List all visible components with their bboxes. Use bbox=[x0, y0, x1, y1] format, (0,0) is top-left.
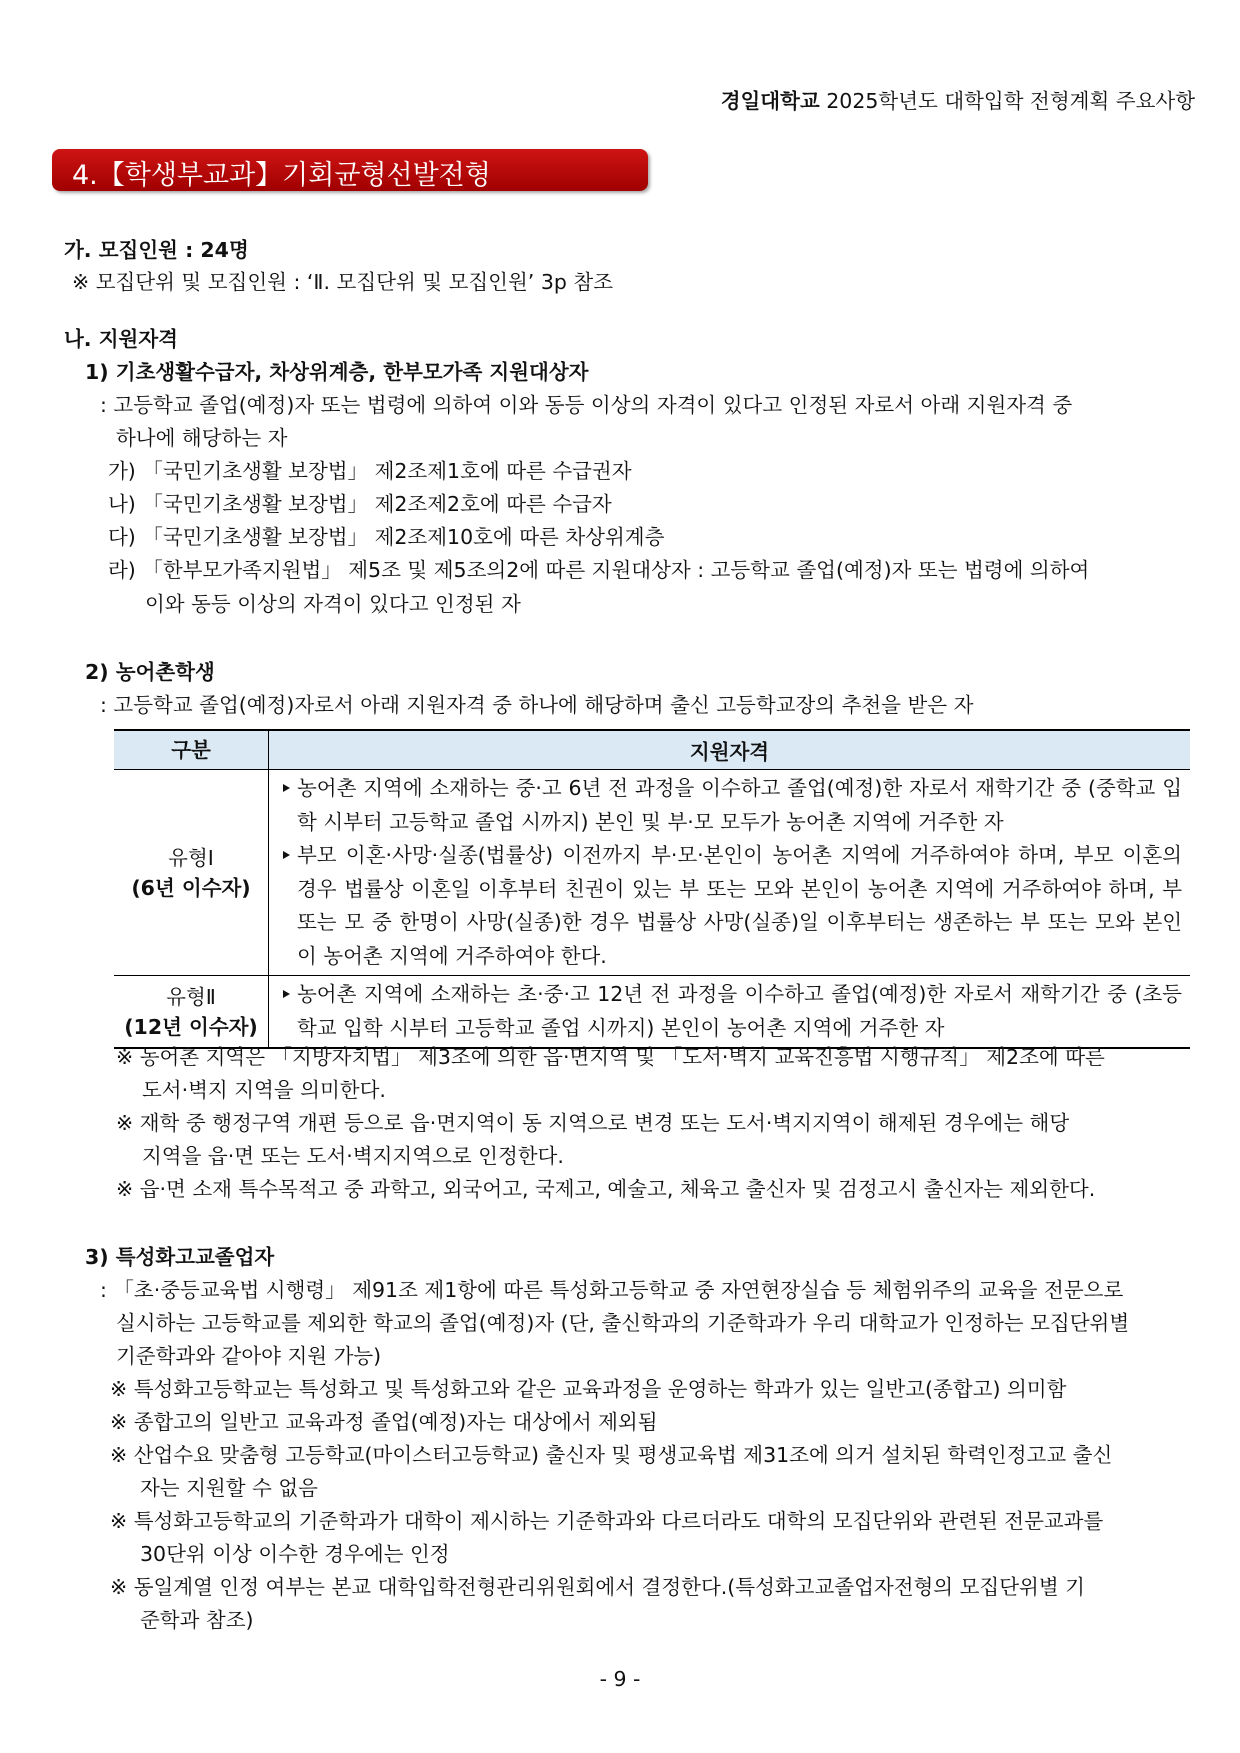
eligibility-table bbox=[114, 729, 1190, 1049]
table-cell-type bbox=[114, 770, 269, 976]
type-label: 유형Ⅰ bbox=[168, 845, 214, 870]
sub3-intro-line1: : 「초·중등교육법 시행령」 제91조 제1항에 따른 특성화고등학교 중 자연현장실습 등 체험위주의 교육을 전문으로 bbox=[100, 1278, 1124, 1302]
sub1-item-ra: 라) 「한부모가족지원법」 제5조 및 제5조의2에 따른 지원대상자 : 고등학교 졸업(예정)자 또는 법령에 의하여 bbox=[108, 558, 1090, 582]
section-ga-note: ※ 모집단위 및 모집인원 : ‘Ⅱ. 모집단위 및 모집인원’ 3p 참조 bbox=[72, 270, 614, 294]
sub1-item-ga: 가) 「국민기초생활 보장법」 제2조제1호에 따른 수급권자 bbox=[108, 459, 632, 483]
document-header bbox=[721, 84, 1195, 114]
sub3-intro-line3: 기준학과와 같아야 지원 가능) bbox=[116, 1344, 382, 1368]
sub2-note-1: ※ 농어촌 지역은 「지방자치법」 제3조에 의한 읍·면지역 및 「도서·벽지 교육진흥법 시행규칙」 제2조에 따른 bbox=[116, 1045, 1105, 1069]
sub3-note-3-continued: 자는 지원할 수 없음 bbox=[140, 1476, 318, 1500]
table-header-eligibility: 지원자격 bbox=[269, 730, 1191, 770]
table-cell-eligibility bbox=[269, 976, 1191, 1049]
sub2-intro: : 고등학교 졸업(예정)자로서 아래 지원자격 중 하나에 해당하며 출신 고등학교장의 추천을 받은 자 bbox=[100, 693, 974, 717]
table-header-category: 구분 bbox=[114, 730, 269, 770]
eligibility-bullet: 농어촌 지역에 소재하는 중·고 6년 전 과정을 이수하고 졸업(예정)한 자로서 재학기간 중 (중학교 입학 시부터 고등학교 졸업 시까지) 본인 및 부·모 모두가 농어촌 지역에 거주한 자 bbox=[283, 772, 1182, 839]
eligibility-bullet: 부모 이혼·사망·실종(법률상) 이전까지 부·모·본인이 농어촌 지역에 거주하여야 하며, 부모 이혼의 경우 법률상 이혼일 이후부터 친권이 있는 부 또는 모와 본인이 농어촌 지역에 거주하여야 하며, 부 또는 모 중 한명이 사망(실종)한 경우 법률상 사망(실종)일 이후부터는 생존하는 부 또는 모와 본인이 농어촌 지역에 거주하여야 한다. bbox=[283, 839, 1182, 973]
sub2-note-2-continued: 지역을 읍·면 또는 도서·벽지지역으로 인정한다. bbox=[142, 1144, 564, 1168]
sub2-note-2: ※ 재학 중 행정구역 개편 등으로 읍·면지역이 동 지역으로 변경 또는 도서·벽지지역이 해제된 경우에는 해당 bbox=[116, 1111, 1070, 1135]
sub2-note-3: ※ 읍·면 소재 특수목적고 중 과학고, 외국어고, 국제고, 예술고, 체육고 출신자 및 검정고시 출신자는 제외한다. bbox=[116, 1177, 1096, 1201]
sub3-note-2: ※ 종합고의 일반고 교육과정 졸업(예정)자는 대상에서 제외됨 bbox=[110, 1410, 658, 1434]
table-row bbox=[114, 976, 1190, 1049]
page-number: - 9 - bbox=[599, 1667, 641, 1691]
sub1-item-da: 다) 「국민기초생활 보장법」 제2조제10호에 따른 차상위계층 bbox=[108, 525, 665, 549]
type-sublabel: (12년 이수자) bbox=[124, 1014, 258, 1039]
section-banner bbox=[52, 149, 648, 191]
sub3-title: 3) 특성화고교졸업자 bbox=[85, 1245, 275, 1269]
type-label: 유형Ⅱ bbox=[166, 984, 216, 1009]
sub1-title: 1) 기초생활수급자, 차상위계층, 한부모가족 지원대상자 bbox=[85, 360, 589, 384]
sub3-note-5-continued: 준학과 참조) bbox=[140, 1608, 254, 1632]
sub2-note-1-continued: 도서·벽지 지역을 의미한다. bbox=[142, 1078, 386, 1102]
sub1-item-ra-continued: 이와 동등 이상의 자격이 있다고 인정된 자 bbox=[145, 592, 521, 616]
sub3-note-5: ※ 동일계열 인정 여부는 본교 대학입학전형관리위원회에서 결정한다.(특성화고교졸업자전형의 모집단위별 기 bbox=[110, 1575, 1085, 1599]
header-subtitle: 2025학년도 대학입학 전형계획 주요사항 bbox=[819, 89, 1195, 113]
sub3-intro-line2: 실시하는 고등학교를 제외한 학교의 졸업(예정)자 (단, 출신학과의 기준학과가 우리 대학교가 인정하는 모집단위별 bbox=[116, 1311, 1130, 1335]
sub1-intro-line1: : 고등학교 졸업(예정)자 또는 법령에 의하여 이와 동등 이상의 자격이 있다고 인정된 자로서 아래 지원자격 중 bbox=[100, 393, 1073, 417]
table-row bbox=[114, 770, 1190, 976]
university-name: 경일대학교 bbox=[720, 89, 820, 113]
sub1-intro-line2: 하나에 해당하는 자 bbox=[116, 426, 288, 450]
table-cell-eligibility bbox=[269, 770, 1191, 976]
sub3-note-1: ※ 특성화고등학교는 특성화고 및 특성화고와 같은 교육과정을 운영하는 학과가 있는 일반고(종합고) 의미함 bbox=[110, 1377, 1067, 1401]
sub3-note-4: ※ 특성화고등학교의 기준학과가 대학이 제시하는 기준학과와 다르더라도 대학의 모집단위와 관련된 전문교과를 bbox=[110, 1509, 1104, 1533]
sub3-note-3: ※ 산업수요 맞춤형 고등학교(마이스터고등학교) 출신자 및 평생교육법 제31조에 의거 설치된 학력인정고교 출신 bbox=[110, 1443, 1113, 1467]
table-cell-type bbox=[114, 976, 269, 1049]
sub2-title: 2) 농어촌학생 bbox=[85, 660, 215, 684]
section-ga-title: 가. 모집인원 : 24명 bbox=[64, 238, 249, 262]
section-na-title: 나. 지원자격 bbox=[64, 327, 178, 351]
sub3-note-4-continued: 30단위 이상 이수한 경우에는 인정 bbox=[140, 1542, 450, 1566]
type-sublabel: (6년 이수자) bbox=[131, 875, 251, 900]
sub1-item-na: 나) 「국민기초생활 보장법」 제2조제2호에 따른 수급자 bbox=[108, 492, 612, 516]
section-banner-title: 4.【학생부교과】기회균형선발전형 bbox=[72, 160, 491, 191]
table-header-row bbox=[114, 730, 1190, 770]
eligibility-bullet: 농어촌 지역에 소재하는 초·중·고 12년 전 과정을 이수하고 졸업(예정)한 자로서 재학기간 중 (초등학교 입학 시부터 고등학교 졸업 시까지) 본인이 농어촌 지역에 거주한 자 bbox=[283, 978, 1182, 1045]
